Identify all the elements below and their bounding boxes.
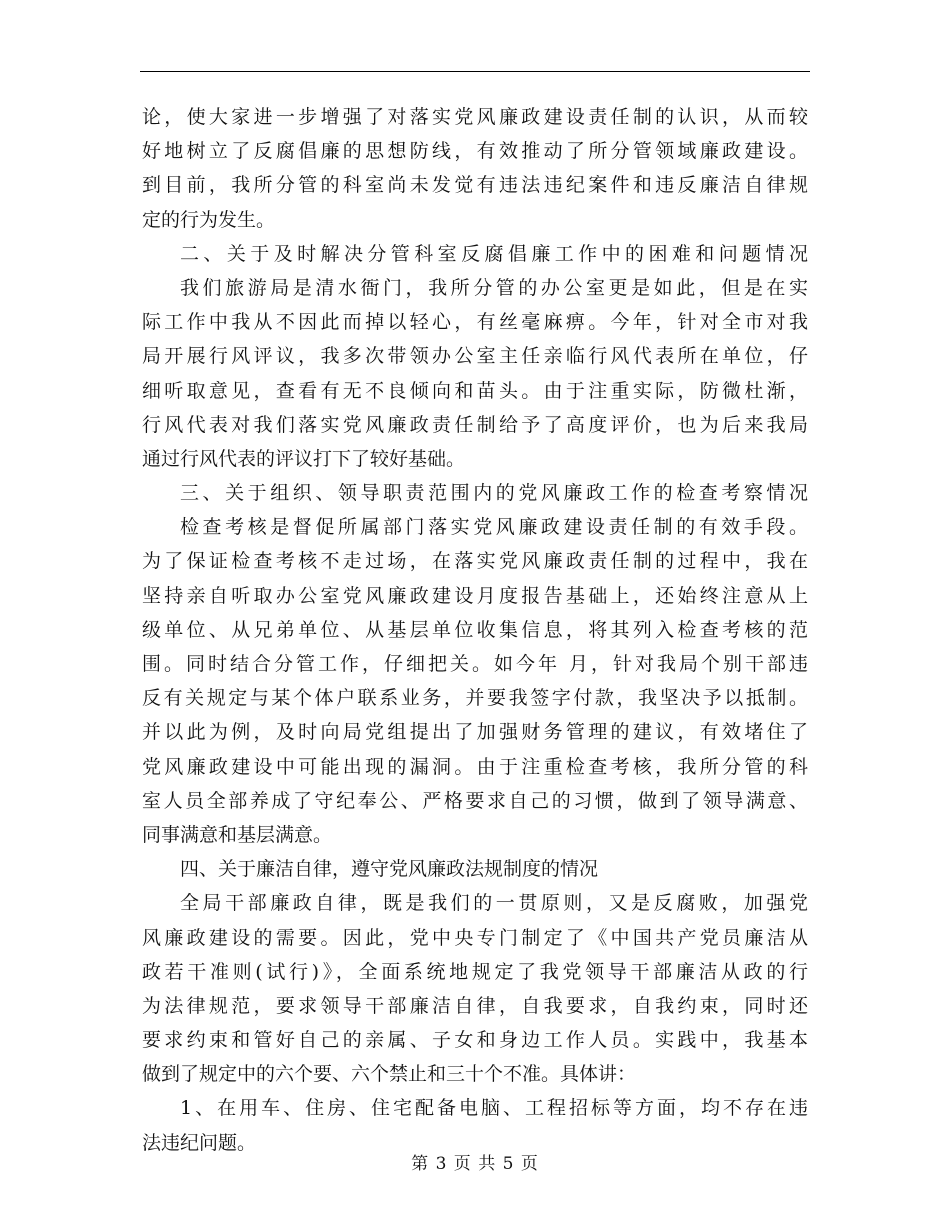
- text-line: 全局干部廉政自律，既是我们的一贯原则，又是反腐败，加强党: [180, 892, 808, 915]
- page-number: 第 3 页 共 5 页: [411, 1154, 539, 1174]
- text-line: 四、关于廉洁自律，遵守党风廉政法规制度的情况: [180, 858, 599, 881]
- text-line: 要求约束和管好自己的亲属、子女和身边工作人员。实践中，我基本: [142, 1029, 808, 1052]
- text-line: 并以此为例，及时向局党组提出了加强财务管理的建议，有效堵住了: [142, 721, 808, 744]
- text-line: 检查考核是督促所属部门落实党风廉政建设责任制的有效手段。: [180, 516, 808, 539]
- text-line: 定的行为发生。: [142, 208, 276, 231]
- text-line: 行风代表对我们落实党风廉政责任制给予了高度评价，也为后来我局: [142, 413, 808, 436]
- text-line: 反有关规定与某个体户联系业务，并要我签字付款，我坚决予以抵制。: [142, 687, 808, 710]
- text-line: 到目前，我所分管的科室尚未发觉有违法违纪案件和违反廉洁自律规: [142, 174, 808, 197]
- text-line: 细听取意见，查看有无不良倾向和苗头。由于注重实际，防微杜渐，: [142, 379, 808, 402]
- text-line: 为了保证检查考核不走过场，在落实党风廉政责任制的过程中，我在: [142, 550, 808, 573]
- text-line: 二、关于及时解决分管科室反腐倡廉工作中的困难和问题情况: [180, 242, 808, 265]
- text-line: 际工作中我从不因此而掉以轻心，有丝毫麻痹。今年，针对全市对我: [142, 311, 808, 334]
- text-line: 我们旅游局是清水衙门，我所分管的办公室更是如此，但是在实: [180, 276, 808, 299]
- text-line: 风廉政建设的需要。因此，党中央专门制定了《中国共产党员廉洁从: [142, 926, 808, 949]
- text-line: 三、关于组织、领导职责范围内的党风廉政工作的检查考察情况: [180, 482, 808, 505]
- text-line: 政若干准则(试行)》，全面系统地规定了我党领导干部廉洁从政的行: [142, 960, 808, 983]
- text-line: 论，使大家进一步增强了对落实党风廉政建设责任制的认识，从而较: [142, 106, 808, 128]
- text-line: 好地树立了反腐倡廉的思想防线，有效推动了所分管领域廉政建设。: [142, 140, 808, 163]
- text-line: 坚持亲自听取办公室党风廉政建设月度报告基础上，还始终注意从上: [142, 584, 808, 607]
- text-line: 1、在用车、住房、住宅配备电脑、工程招标等方面，均不存在违: [180, 1097, 808, 1120]
- page-footer: [0, 1152, 950, 1176]
- header-rule: [140, 71, 810, 72]
- text-line: 法违纪问题。: [142, 1131, 257, 1154]
- text-line: 党风廉政建设中可能出现的漏洞。由于注重检查考核，我所分管的科: [142, 755, 808, 778]
- text-line: 局开展行风评议，我多次带领办公室主任亲临行风代表所在单位，仔: [142, 345, 808, 368]
- text-line: 室人员全部养成了守纪奉公、严格要求自己的习惯，做到了领导满意、: [142, 789, 808, 812]
- text-line: 通过行风代表的评议打下了较好基础。: [142, 447, 466, 470]
- text-line: 为法律规范，要求领导干部廉洁自律，自我要求，自我约束，同时还: [142, 994, 808, 1017]
- text-line: 同事满意和基层满意。: [142, 823, 333, 846]
- text-line: 做到了规定中的六个要、六个禁止和三十个不准。具体讲：: [142, 1063, 637, 1086]
- document-body: [142, 100, 808, 1160]
- text-line: 围。同时结合分管工作，仔细把关。如今年 月，针对我局个别干部违: [142, 653, 808, 675]
- text-line: 级单位、从兄弟单位、从基层单位收集信息，将其列入检查考核的范: [142, 618, 808, 641]
